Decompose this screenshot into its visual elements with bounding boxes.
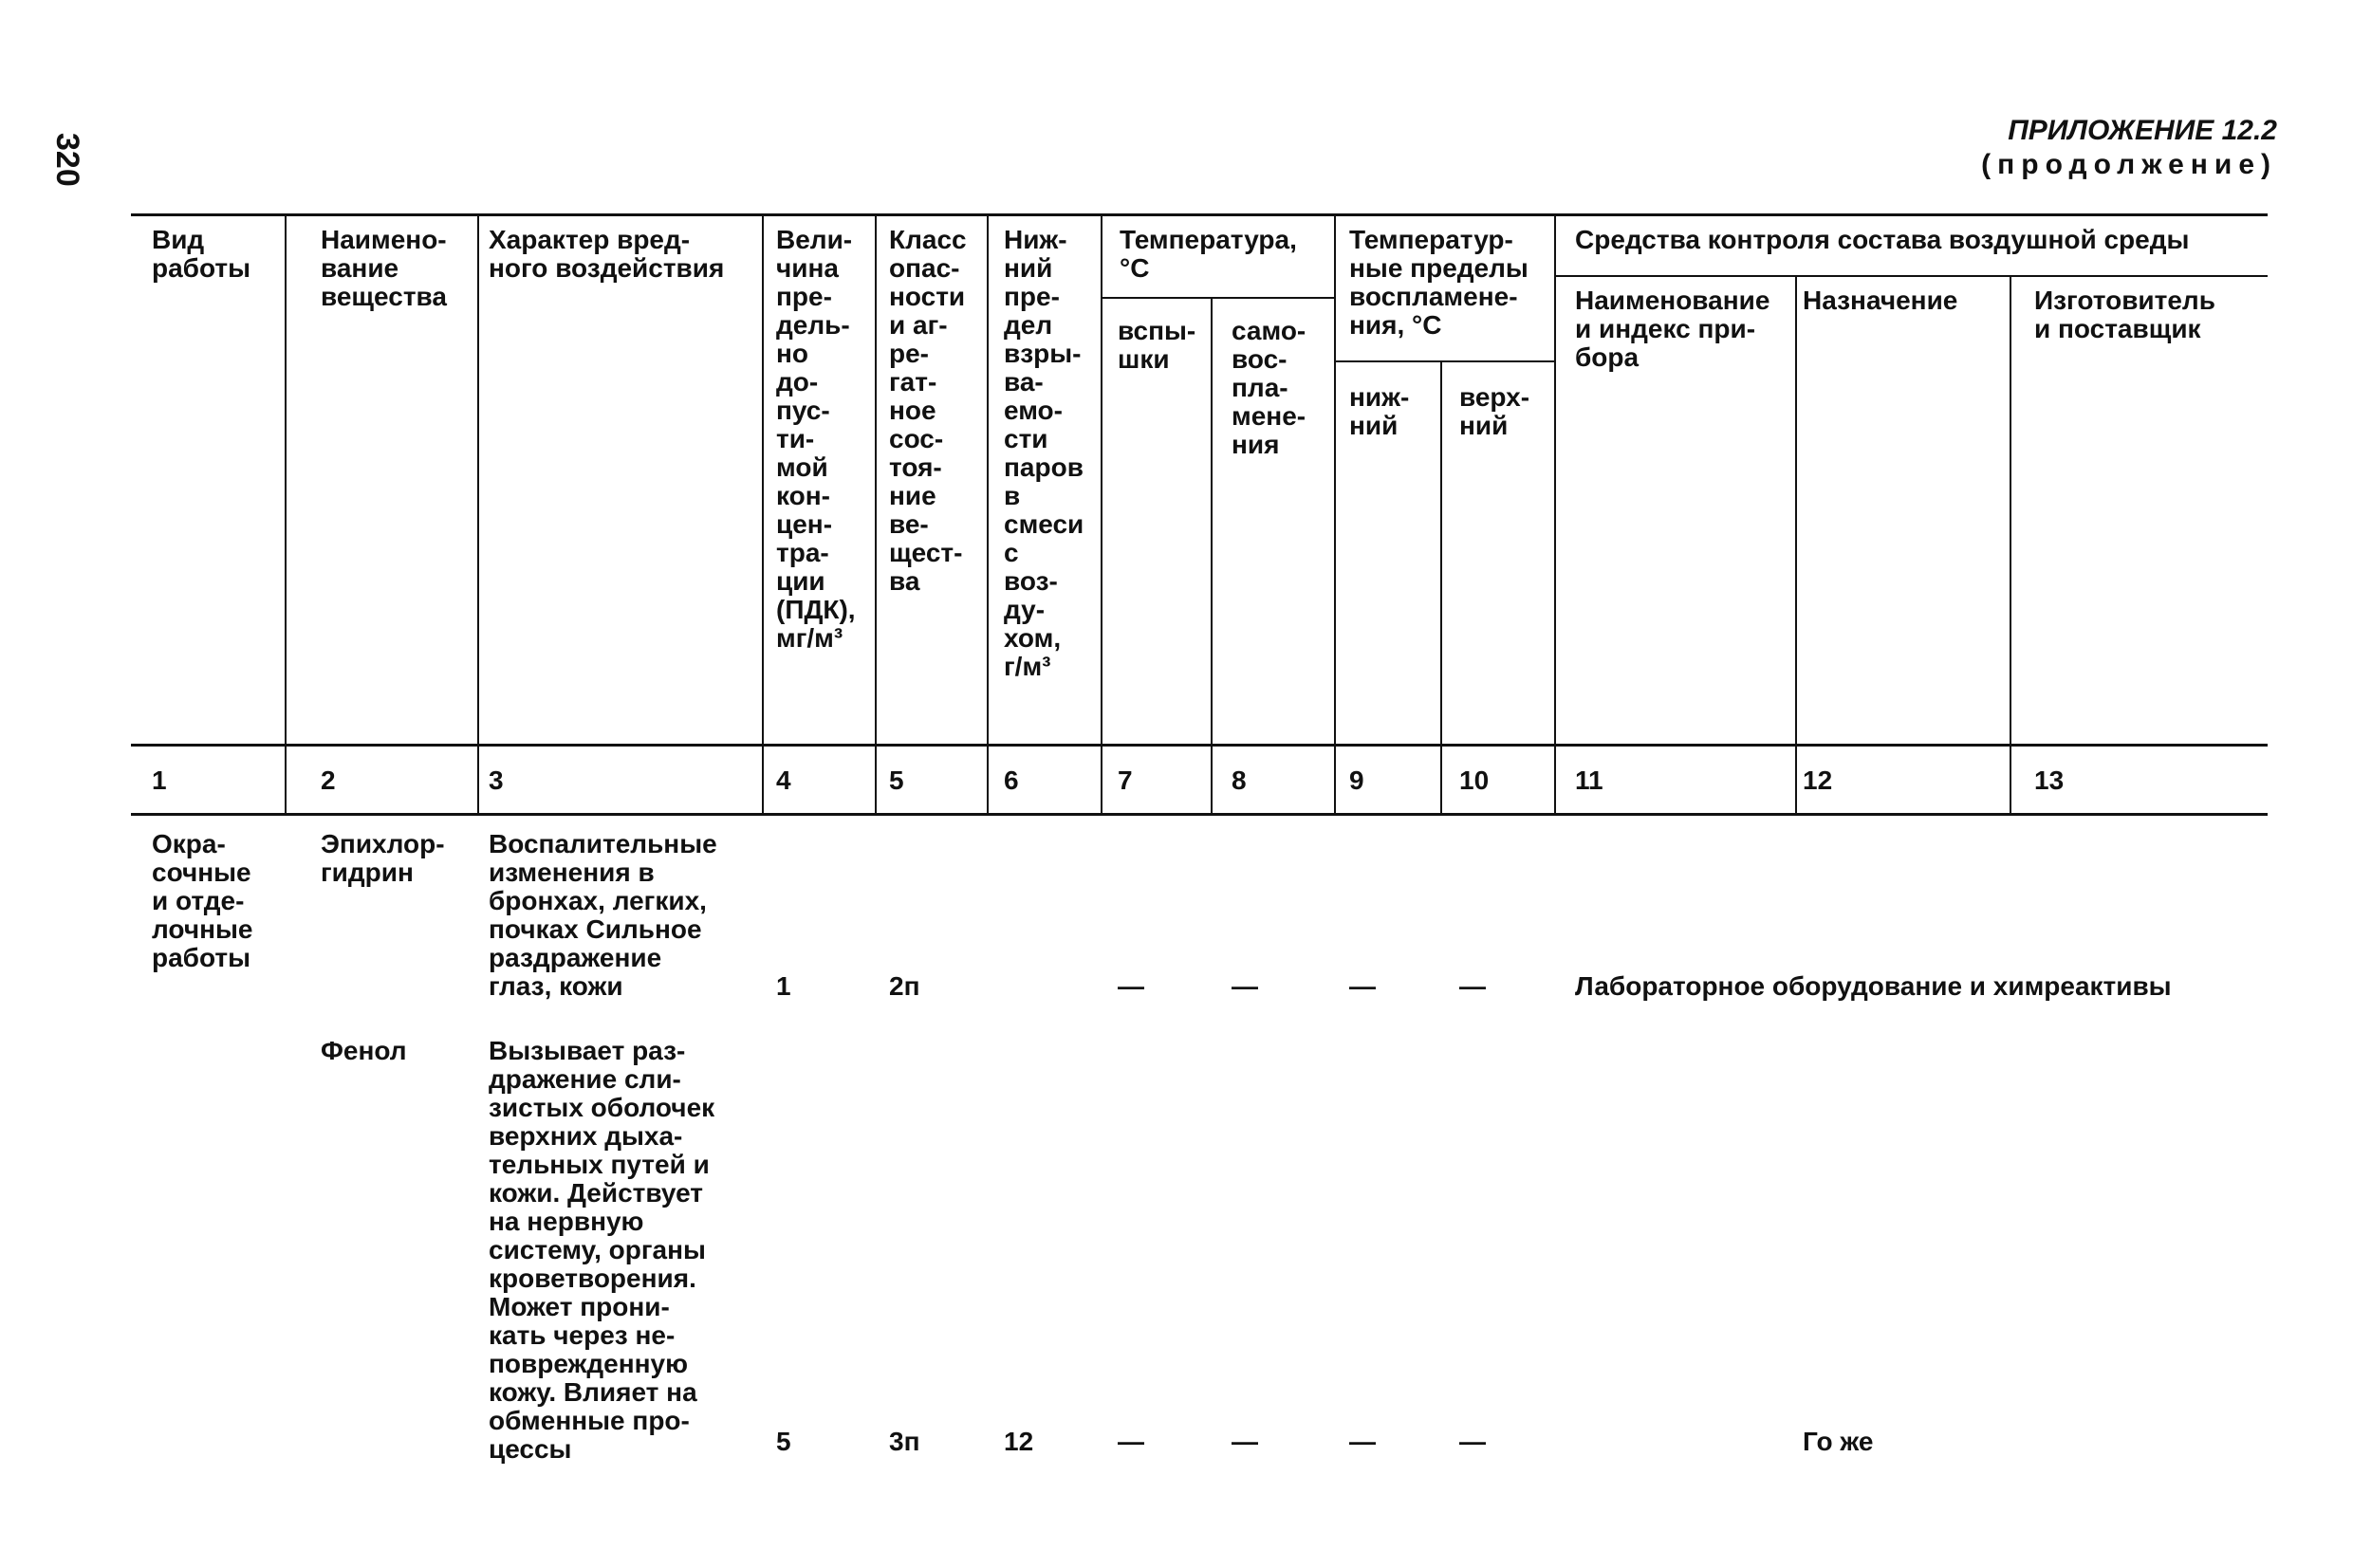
row-substance: Эпихлор- гидрин bbox=[321, 829, 445, 887]
col-divider bbox=[477, 214, 479, 814]
column-number: 10 bbox=[1459, 766, 1490, 795]
column-number: 6 bbox=[1004, 766, 1019, 795]
appendix-subtitle: (продолжение) bbox=[1981, 149, 2277, 180]
header-flash-point: вспы- шки bbox=[1118, 317, 1196, 374]
header-temperature-group: Температура, °С bbox=[1120, 226, 1297, 283]
header-substance: Наимено- вание вещества bbox=[321, 226, 447, 311]
row-substance: Фенол bbox=[321, 1036, 407, 1065]
col-divider bbox=[1440, 361, 1442, 814]
column-number: 2 bbox=[321, 766, 336, 795]
row-upper-limit: — bbox=[1459, 971, 1486, 1001]
column-number: 3 bbox=[489, 766, 504, 795]
header-manufacturer: Изготовитель и поставщик bbox=[2034, 286, 2215, 343]
appendix-title: ПРИЛОЖЕНИЕ 12.2 bbox=[2008, 115, 2277, 146]
col-divider bbox=[762, 214, 764, 814]
row-lower-limit: — bbox=[1349, 971, 1376, 1001]
col-divider bbox=[875, 214, 877, 814]
row-flash-point: — bbox=[1118, 1427, 1144, 1456]
header-lower-limit: ниж- ний bbox=[1349, 383, 1410, 440]
row-autoignition: — bbox=[1232, 971, 1258, 1001]
page-number: 320 bbox=[49, 133, 85, 187]
col-divider bbox=[1554, 214, 1556, 814]
col-divider bbox=[285, 214, 287, 814]
header-hazard-class: Класс опас- ности и аг- ре- гат- ное сос- тоя- ние ве- щест- ва bbox=[889, 226, 967, 596]
row-control-means: Лабораторное оборудование и химреактивы bbox=[1575, 971, 2172, 1001]
header-ignition-limits-group: Температур- ные пределы воспламене- ния, °С bbox=[1349, 226, 1529, 340]
row-pdk: 1 bbox=[776, 971, 791, 1001]
row-hazard-class: 3п bbox=[889, 1427, 920, 1456]
row-effect: Воспалительные изменения в бронхах, легких, почках Сильное раздражение глаз, кожи bbox=[489, 829, 717, 1001]
header-pdk: Вели- чина пре- дель- но до- пус- ти- мой кон- цен- тра- ции (ПДК), мг/м³ bbox=[776, 226, 856, 653]
control-group-rule bbox=[1554, 275, 2268, 277]
row-pdk: 5 bbox=[776, 1427, 791, 1456]
col-divider bbox=[1101, 214, 1102, 814]
column-number: 7 bbox=[1118, 766, 1133, 795]
header-effect: Характер вред- ного воздействия bbox=[489, 226, 725, 283]
appendix-heading bbox=[1981, 114, 2277, 182]
row-upper-limit: — bbox=[1459, 1427, 1486, 1456]
header-explosion-limit: Ниж- ний пре- дел взры- ва- емо- сти паров в смеси с воз- ду- хом, г/м³ bbox=[1004, 226, 1084, 681]
row-explosion-limit: 12 bbox=[1004, 1427, 1034, 1456]
column-number: 13 bbox=[2034, 766, 2065, 795]
header-work-type: Вид работы bbox=[152, 226, 251, 283]
column-number: 8 bbox=[1232, 766, 1247, 795]
numbers-bottom-rule bbox=[131, 813, 2268, 816]
column-number: 1 bbox=[152, 766, 167, 795]
header-autoignition: само- вос- пла- мене- ния bbox=[1232, 317, 1306, 459]
column-number: 4 bbox=[776, 766, 791, 795]
header-bottom-rule bbox=[131, 744, 2268, 747]
row-autoignition: — bbox=[1232, 1427, 1258, 1456]
row-flash-point: — bbox=[1118, 971, 1144, 1001]
temp-group-rule bbox=[1101, 297, 1334, 299]
row-control-means: Го же bbox=[1803, 1427, 1874, 1456]
row-lower-limit: — bbox=[1349, 1427, 1376, 1456]
row-hazard-class: 2п bbox=[889, 971, 920, 1001]
table-top-rule bbox=[131, 213, 2268, 216]
header-purpose: Назначение bbox=[1803, 286, 1958, 315]
header-control-group: Средства контроля состава воздушной среды bbox=[1575, 226, 2190, 254]
header-upper-limit: верх- ний bbox=[1459, 383, 1530, 440]
col-divider bbox=[1211, 298, 1213, 814]
column-number: 5 bbox=[889, 766, 904, 795]
column-number: 9 bbox=[1349, 766, 1364, 795]
header-device-name: Наименование и индекс при- бора bbox=[1575, 286, 1770, 372]
col-divider bbox=[1334, 214, 1336, 814]
row-effect: Вызывает раз- дражение сли- зистых оболочек верхних дыха- тельных путей и кожи. Действует на нервную систему, органы кроветворения. Может прони- кать через не- поврежденную кожу. Влияет на обменные про- цессы bbox=[489, 1036, 715, 1464]
col-divider bbox=[1795, 276, 1797, 814]
column-number: 11 bbox=[1575, 766, 1603, 795]
column-number: 12 bbox=[1803, 766, 1833, 795]
ignition-group-rule bbox=[1334, 360, 1554, 362]
col-divider bbox=[2010, 276, 2011, 814]
row-work-type: Окра- сочные и отде- лочные работы bbox=[152, 829, 253, 972]
